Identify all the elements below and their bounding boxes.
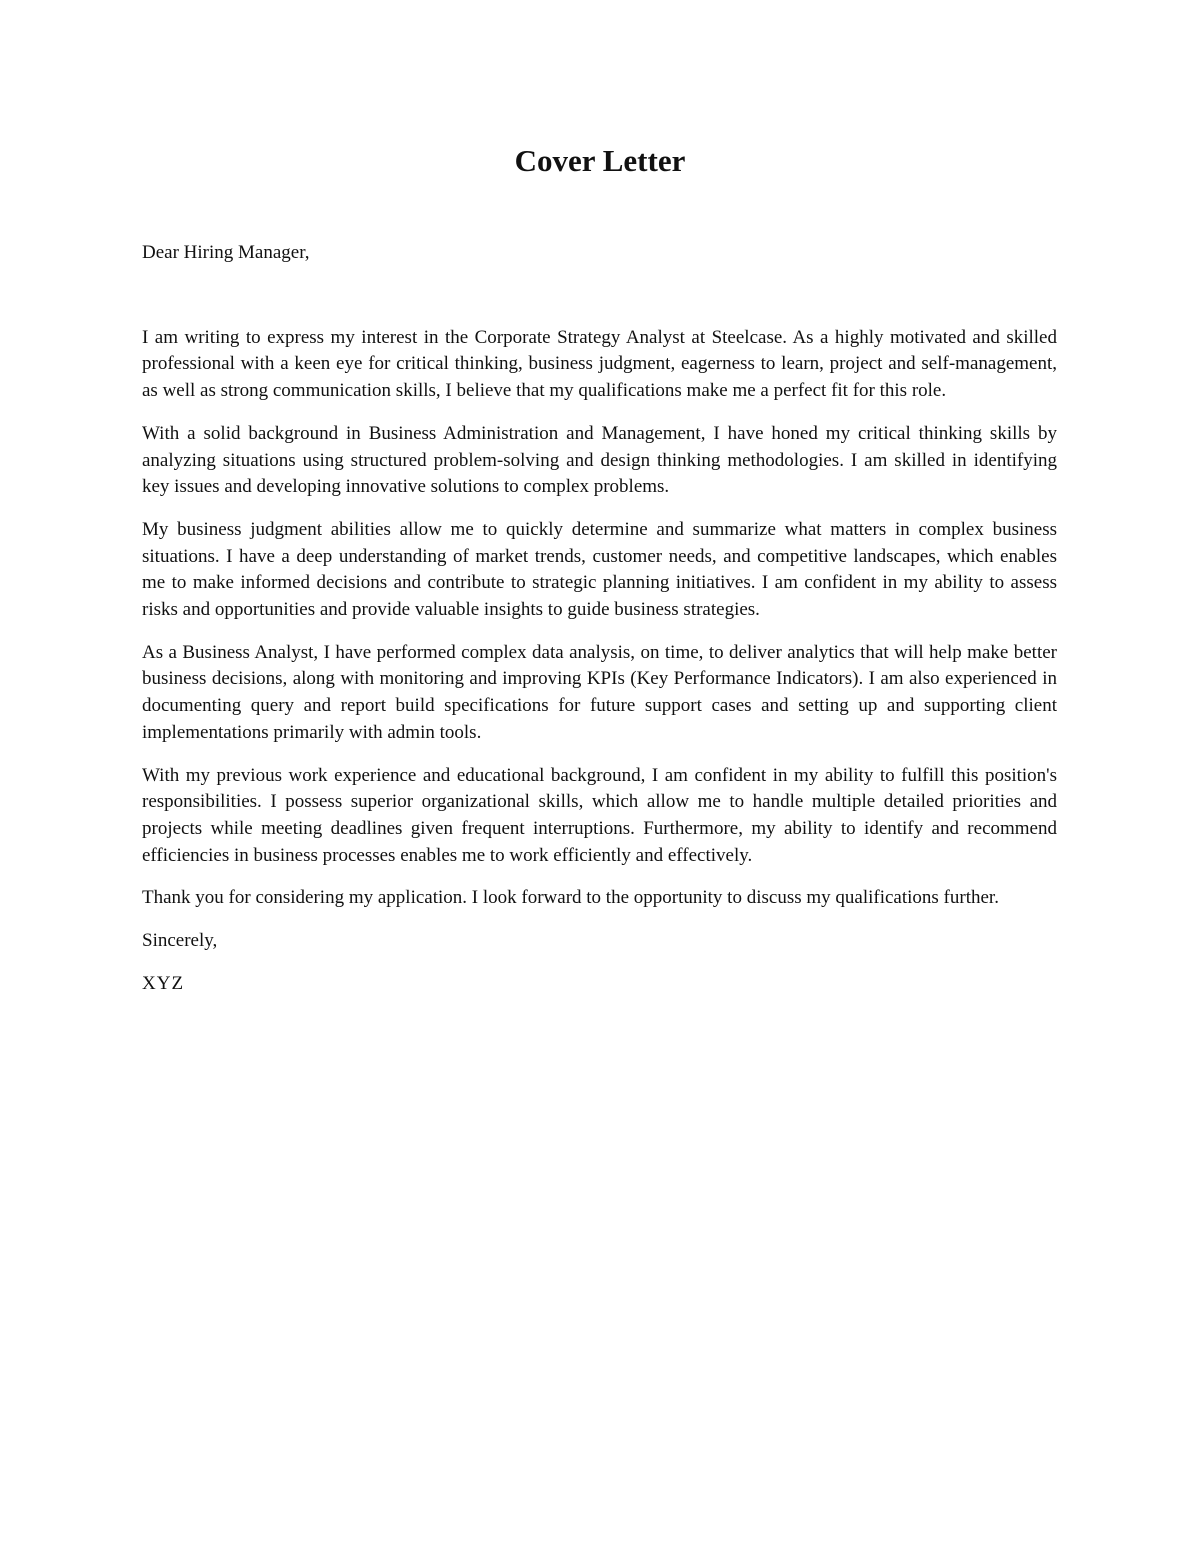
paragraph-business-judgment: My business judgment abilities allow me to quickly determine and summarize what matters in complex business situations. I have a deep understanding of market trends, customer needs, and competitive landscapes, which enables me to make informed decisions and contribute to strategic planning initiatives. I am confident in my ability to assess risks and opportunities and provide valuable insights to guide business strategies. bbox=[142, 518, 1057, 621]
closing: Sincerely, bbox=[142, 930, 218, 952]
letter-body bbox=[142, 240, 1057, 997]
paragraph-business-analyst: As a Business Analyst, I have performed complex data analysis, on time, to deliver analytics that will help make better business decisions, along with monitoring and improving KPIs (Key Performance Indicators). I am also experienced in documenting query and report build specifications for future support cases and setting up and supporting client implementations primarily with admin tools. bbox=[142, 641, 1057, 743]
paragraph-introduction: I am writing to express my interest in the Corporate Strategy Analyst at Steelcase. As a highly motivated and skilled professional with a keen eye for critical thinking, business judgment, eagerness to learn, project and self-management, as well as strong communication skills, I believe that my qualifications make me a perfect fit for this role. bbox=[142, 326, 1057, 402]
salutation: Dear Hiring Manager, bbox=[142, 242, 310, 263]
paragraph-critical-thinking: With a solid background in Business Administration and Management, I have honed my critical thinking skills by analyzing situations using structured problem-solving and design thinking methodologies. I am skilled in identifying key issues and developing innovative solutions to complex problems. bbox=[142, 422, 1057, 498]
signature: XYZ bbox=[142, 972, 185, 994]
paragraph-thank-you: Thank you for considering my application. I look forward to the opportunity to discuss my qualifications further. bbox=[142, 887, 999, 909]
paragraph-experience: With my previous work experience and educational background, I am confident in my ability to fulfill this position's responsibilities. I possess superior organizational skills, which allow me to handle multiple detailed priorities and projects while meeting deadlines given frequent interruptions. Furthermore, my ability to identify and recommend efficiencies in business processes enables me to work efficiently and effectively. bbox=[142, 764, 1057, 866]
page-title: Cover Letter bbox=[514, 143, 686, 178]
